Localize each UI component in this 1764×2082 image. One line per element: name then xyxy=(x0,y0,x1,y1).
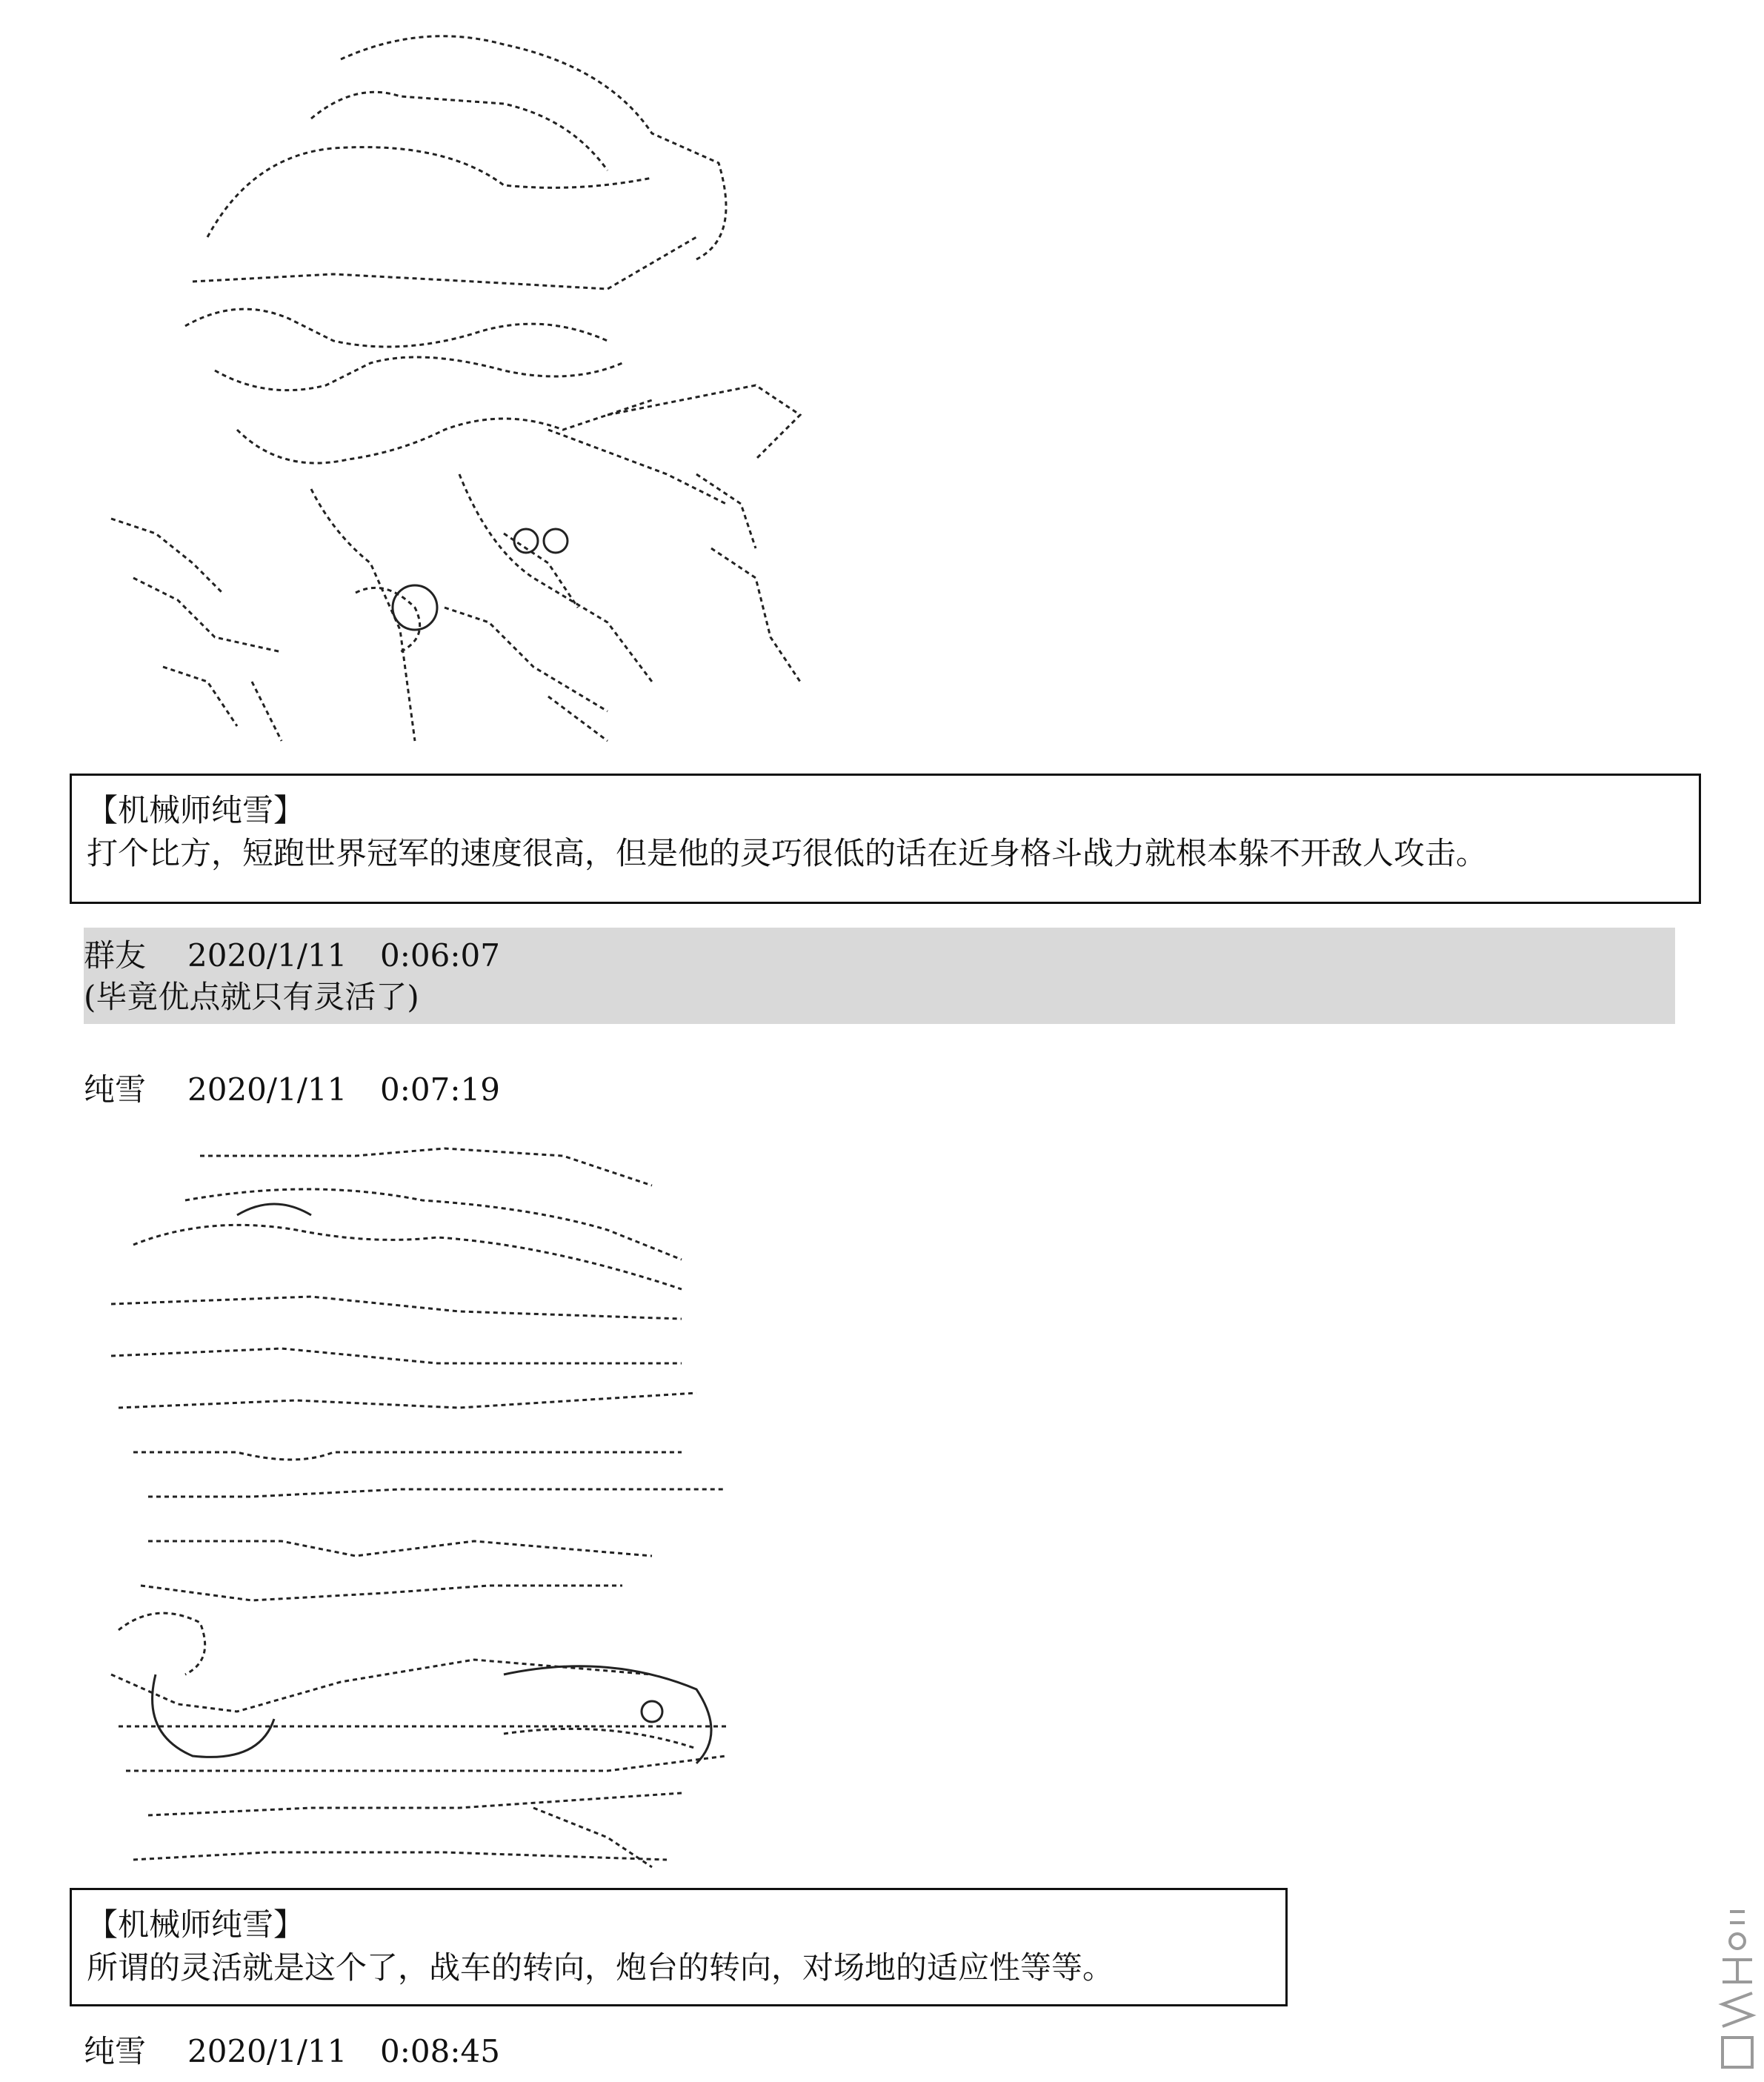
post-header-2 xyxy=(84,2030,500,2073)
reply-text: (毕竟优点就只有灵活了) xyxy=(84,979,419,1015)
site-watermark-icon xyxy=(1715,1897,1760,2075)
reply-header xyxy=(84,935,1675,977)
ascii-art-character-icon xyxy=(89,15,830,756)
dialog-speaker: 【机械师纯雪】 xyxy=(87,1906,305,1943)
post-date: 2020/1/11 xyxy=(187,1071,347,1108)
dialog-text: 打个比方，短跑世界冠军的速度很高，但是他的灵巧很低的话在近身格斗战力就根本躲不开敌人攻击。 xyxy=(87,835,1488,871)
dialog-text: 所谓的灵活就是这个了，战车的转向，炮台的转向，对场地的适应性等等。 xyxy=(87,1949,1114,1986)
dialog-box-2 xyxy=(70,1888,1288,2006)
post-date: 2020/1/11 xyxy=(187,2033,347,2069)
reply-block xyxy=(84,928,1675,1024)
ascii-art-illustration-2 xyxy=(89,1141,741,1875)
ascii-art-character-icon xyxy=(89,1141,741,1875)
reply-author: 群友 xyxy=(84,937,147,974)
post-time: 0:07:19 xyxy=(380,1071,500,1108)
site-watermark xyxy=(1715,1897,1760,2075)
ascii-art-illustration-1 xyxy=(89,15,830,756)
dialog-box-1 xyxy=(70,774,1701,904)
post-time: 0:08:45 xyxy=(380,2033,500,2069)
reply-time: 0:06:07 xyxy=(380,937,500,974)
post-author: 纯雪 xyxy=(84,2033,147,2069)
post-author: 纯雪 xyxy=(84,1071,147,1108)
post-header-1 xyxy=(84,1068,500,1111)
dialog-speaker: 【机械师纯雪】 xyxy=(87,792,305,828)
reply-date: 2020/1/11 xyxy=(187,937,347,974)
